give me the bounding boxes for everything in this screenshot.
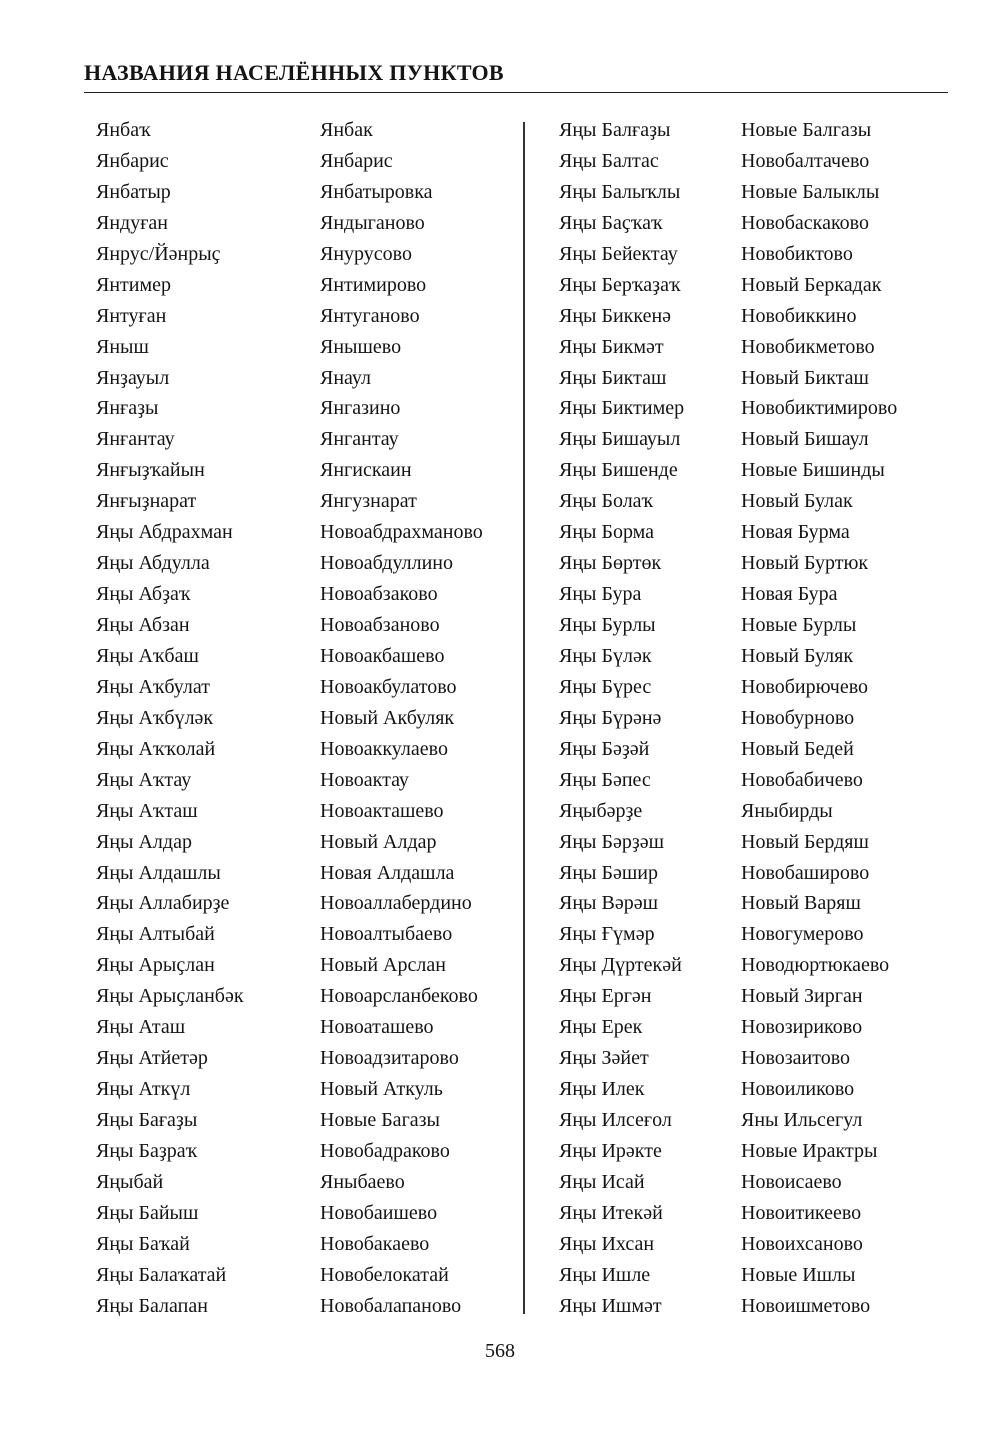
russian-name: Новый Акбуляк xyxy=(320,706,455,729)
russian-name: Новый Булак xyxy=(741,490,853,513)
russian-name: Новодюртюкаево xyxy=(741,954,890,977)
russian-name: Новоаккулаево xyxy=(320,737,448,760)
russian-name: Новоакбашево xyxy=(320,644,445,667)
russian-name: Новоитикеево xyxy=(741,1201,862,1224)
russian-name: Новый Беркадак xyxy=(741,273,882,296)
bashkir-name: Яңы Бүләк xyxy=(559,644,652,667)
bashkir-name: Яңы Биккенә xyxy=(559,304,672,327)
bashkir-name: Яңы Бәҙәй xyxy=(559,737,650,760)
bashkir-name: Яңы Бүрәнә xyxy=(559,706,662,729)
russian-name: Новобаширово xyxy=(741,861,870,884)
right-bashkir-column xyxy=(559,115,684,1322)
russian-name: Новоиликово xyxy=(741,1078,855,1101)
bashkir-name: Яндуған xyxy=(96,211,169,234)
bashkir-name: Яңы Аҡбаш xyxy=(96,644,199,667)
russian-name: Новоабзаково xyxy=(320,583,438,606)
bashkir-name: Яңы Бурлы xyxy=(559,614,656,636)
russian-name: Янгискаин xyxy=(320,459,412,482)
russian-name: Новогумерово xyxy=(741,923,864,946)
russian-name: Янбатыровка xyxy=(320,180,433,203)
right-russian-column xyxy=(741,115,897,1322)
bashkir-name: Яңы Бағаҙы xyxy=(96,1109,198,1131)
bashkir-name: Яңы Илсеғол xyxy=(559,1109,672,1131)
russian-name: Новый Бедей xyxy=(741,737,854,760)
russian-name: Новые Балгазы xyxy=(741,119,872,141)
bashkir-name: Яңы Аҡҡолай xyxy=(96,737,216,760)
russian-name: Новобадраково xyxy=(320,1139,450,1162)
russian-name: Новобаскаково xyxy=(741,211,869,234)
russian-name: Новые Бурлы xyxy=(741,614,857,636)
bashkir-name: Яңы Вәрәш xyxy=(559,892,658,915)
russian-name: Яны Ильсегул xyxy=(741,1109,863,1131)
bashkir-name: Яңы Балтас xyxy=(559,149,659,172)
bashkir-name: Яңы Борма xyxy=(559,521,655,544)
bashkir-name: Яңы Аҡбулат xyxy=(96,675,211,698)
russian-name: Новоишметово xyxy=(741,1294,871,1317)
bashkir-name: Яңы Бура xyxy=(559,583,642,606)
bashkir-name: Янғантау xyxy=(96,428,175,451)
bashkir-name: Янбатыр xyxy=(96,180,171,203)
russian-name: Янбарис xyxy=(320,149,393,172)
russian-name: Новобиккино xyxy=(741,304,857,327)
russian-name: Новоабдуллино xyxy=(320,552,453,575)
russian-name: Янгузнарат xyxy=(320,490,417,513)
russian-name: Новый Бишаул xyxy=(741,428,869,451)
page-title: НАЗВАНИЯ НАСЕЛЁННЫХ ПУНКТОВ xyxy=(84,60,504,85)
bashkir-name: Яңы Болаҡ xyxy=(559,490,654,513)
russian-name: Новый Арслан xyxy=(320,954,446,977)
russian-name: Новобабичево xyxy=(741,768,863,791)
russian-name: Янышево xyxy=(320,335,402,358)
bashkir-name: Янбарис xyxy=(96,149,169,172)
bashkir-name: Яңы Берҡаҙаҡ xyxy=(559,273,681,296)
bashkir-name: Яңы Ғүмәр xyxy=(559,923,655,946)
bashkir-name: Янғыҙҡайын xyxy=(96,459,205,482)
bashkir-name: Яңы Бәпес xyxy=(559,768,651,791)
bashkir-name: Яңы Баҫҡаҡ xyxy=(559,211,663,234)
column-divider xyxy=(523,122,525,1314)
russian-name: Новый Варяш xyxy=(741,892,861,915)
russian-name: Яндыганово xyxy=(320,211,425,234)
bashkir-name: Яңы Илек xyxy=(559,1078,645,1101)
russian-name: Яныбаево xyxy=(320,1170,405,1193)
bashkir-name: Яңыбай xyxy=(96,1170,164,1193)
bashkir-name: Яңы Аллабирҙе xyxy=(96,892,230,915)
russian-name: Новые Ишлы xyxy=(741,1263,856,1286)
bashkir-name: Яңы Балғаҙы xyxy=(559,119,671,141)
bashkir-name: Яңы Дүртекәй xyxy=(559,954,682,977)
russian-name: Новый Алдар xyxy=(320,830,437,853)
bashkir-name: Яңы Бөртөк xyxy=(559,552,662,575)
russian-name: Новый Бикташ xyxy=(741,366,869,389)
russian-name: Новые Балыклы xyxy=(741,180,880,203)
russian-name: Новоабзаново xyxy=(320,614,440,636)
bashkir-name: Яңы Арыҫлан xyxy=(96,954,215,977)
bashkir-name: Яңы Абдулла xyxy=(96,552,210,575)
bashkir-name: Яңы Бишауыл xyxy=(559,428,681,451)
russian-name: Янгантау xyxy=(320,428,399,451)
russian-name: Новоадзитарово xyxy=(320,1047,459,1070)
bashkir-name: Яңы Бәрҙәш xyxy=(559,830,665,853)
russian-name: Новоаллабердино xyxy=(320,892,472,915)
bashkir-name: Яңы Абдрахман xyxy=(96,521,233,544)
bashkir-name: Яңы Алдашлы xyxy=(96,861,221,884)
russian-name: Янбак xyxy=(320,119,373,141)
bashkir-name: Яныш xyxy=(96,335,149,358)
russian-name: Новобелокатай xyxy=(320,1263,449,1286)
bashkir-name: Янбаҡ xyxy=(96,119,151,141)
russian-name: Янтуганово xyxy=(320,304,420,327)
russian-name: Новый Аткуль xyxy=(320,1078,443,1101)
russian-name: Новоалтыбаево xyxy=(320,923,453,946)
russian-name: Новый Буляк xyxy=(741,644,854,667)
russian-name: Новоарсланбеково xyxy=(320,985,478,1008)
bashkir-name: Яңы Ерек xyxy=(559,1016,643,1039)
bashkir-name: Янрус/Йәнрыҫ xyxy=(96,242,221,265)
bashkir-name: Яңы Биктимер xyxy=(559,397,685,420)
bashkir-name: Яңы Баҙраҡ xyxy=(96,1139,198,1162)
bashkir-name: Яңы Бикташ xyxy=(559,366,667,389)
bashkir-name: Яңы Бейектау xyxy=(559,242,678,265)
bashkir-name: Яңы Балаҡатай xyxy=(96,1263,227,1286)
page-number: 568 xyxy=(485,1340,515,1362)
bashkir-name: Яңы Ирәкте xyxy=(559,1139,662,1162)
russian-name: Новобирючево xyxy=(741,675,869,698)
bashkir-name: Яңы Аташ xyxy=(96,1016,186,1039)
russian-name: Новая Бура xyxy=(741,583,838,606)
bashkir-name: Янтимер xyxy=(96,273,172,296)
bashkir-name: Яңы Аҡташ xyxy=(96,799,198,822)
russian-name: Новобалтачево xyxy=(741,149,870,172)
bashkir-name: Яңы Байыш xyxy=(96,1201,199,1224)
bashkir-name: Яңы Абҙаҡ xyxy=(96,583,191,606)
russian-name: Новозириково xyxy=(741,1016,863,1039)
page-header xyxy=(84,58,948,93)
russian-name: Новобурново xyxy=(741,706,855,729)
bashkir-name: Янғыҙнарат xyxy=(96,490,197,513)
russian-name: Новый Зирган xyxy=(741,985,863,1008)
bashkir-name: Янғаҙы xyxy=(96,397,159,420)
bashkir-name: Яңы Аткүл xyxy=(96,1078,191,1101)
bashkir-name: Яңы Итекәй xyxy=(559,1201,663,1224)
russian-name: Новоабдрахманово xyxy=(320,521,483,544)
russian-name: Новые Ирактры xyxy=(741,1139,878,1162)
bashkir-name: Янтуған xyxy=(96,304,167,327)
russian-name: Новый Бердяш xyxy=(741,830,869,853)
bashkir-name: Яңы Ишмәт xyxy=(559,1294,662,1317)
russian-name: Новобаишево xyxy=(320,1201,438,1224)
russian-name: Янгазино xyxy=(320,397,401,420)
russian-name: Янурусово xyxy=(320,242,412,265)
bashkir-name: Яңы Ишле xyxy=(559,1263,651,1286)
russian-name: Новоакбулатово xyxy=(320,675,457,698)
left-bashkir-column xyxy=(96,115,244,1322)
bashkir-name: Янҙауыл xyxy=(96,366,170,389)
russian-name: Новоакташево xyxy=(320,799,444,822)
bashkir-name: Яңы Исай xyxy=(559,1170,645,1193)
russian-name: Новоисаево xyxy=(741,1170,842,1193)
bashkir-name: Яңы Зәйет xyxy=(559,1047,649,1070)
russian-name: Новый Буртюк xyxy=(741,552,869,575)
bashkir-name: Яңы Алдар xyxy=(96,830,192,853)
russian-name: Яныбирды xyxy=(741,799,833,822)
russian-name: Новая Алдашла xyxy=(320,861,455,884)
russian-name: Новая Бурма xyxy=(741,521,850,544)
bashkir-name: Яңы Баҡай xyxy=(96,1232,190,1255)
russian-name: Новобиктово xyxy=(741,242,853,265)
bashkir-name: Яңы Ихсан xyxy=(559,1232,655,1255)
russian-name: Новые Багазы xyxy=(320,1109,440,1131)
bashkir-name: Яңы Аҡтау xyxy=(96,768,192,791)
russian-name: Новоаташево xyxy=(320,1016,434,1039)
russian-name: Янаул xyxy=(320,366,372,389)
bashkir-name: Яңы Бүрес xyxy=(559,675,652,698)
russian-name: Новые Бишинды xyxy=(741,459,885,482)
bashkir-name: Яңы Балапан xyxy=(96,1294,208,1317)
bashkir-name: Яңы Бишенде xyxy=(559,459,678,482)
bashkir-name: Яңы Алтыбай xyxy=(96,923,215,946)
russian-name: Янтимирово xyxy=(320,273,427,296)
bashkir-name: Яңы Балыҡлы xyxy=(559,180,681,203)
bashkir-name: Яңы Арыҫланбәк xyxy=(96,985,244,1008)
bashkir-name: Яңы Бикмәт xyxy=(559,335,664,358)
russian-name: Новоихсаново xyxy=(741,1232,863,1255)
bashkir-name: Яңы Аҡбүләк xyxy=(96,706,214,729)
russian-name: Новобиктимирово xyxy=(741,397,898,420)
bashkir-name: Яңы Ергән xyxy=(559,985,652,1008)
russian-name: Новоактау xyxy=(320,768,409,791)
bashkir-name: Яңы Бәшир xyxy=(559,861,658,884)
bashkir-name: Яңы Абзан xyxy=(96,614,190,636)
russian-name: Новобакаево xyxy=(320,1232,430,1255)
left-russian-column xyxy=(320,115,483,1322)
russian-name: Новобикметово xyxy=(741,335,875,358)
bashkir-name: Яңы Атйетәр xyxy=(96,1047,208,1070)
russian-name: Новозаитово xyxy=(741,1047,851,1070)
bashkir-name: Яңыбәрҙе xyxy=(559,799,643,822)
russian-name: Новобалапаново xyxy=(320,1294,462,1317)
